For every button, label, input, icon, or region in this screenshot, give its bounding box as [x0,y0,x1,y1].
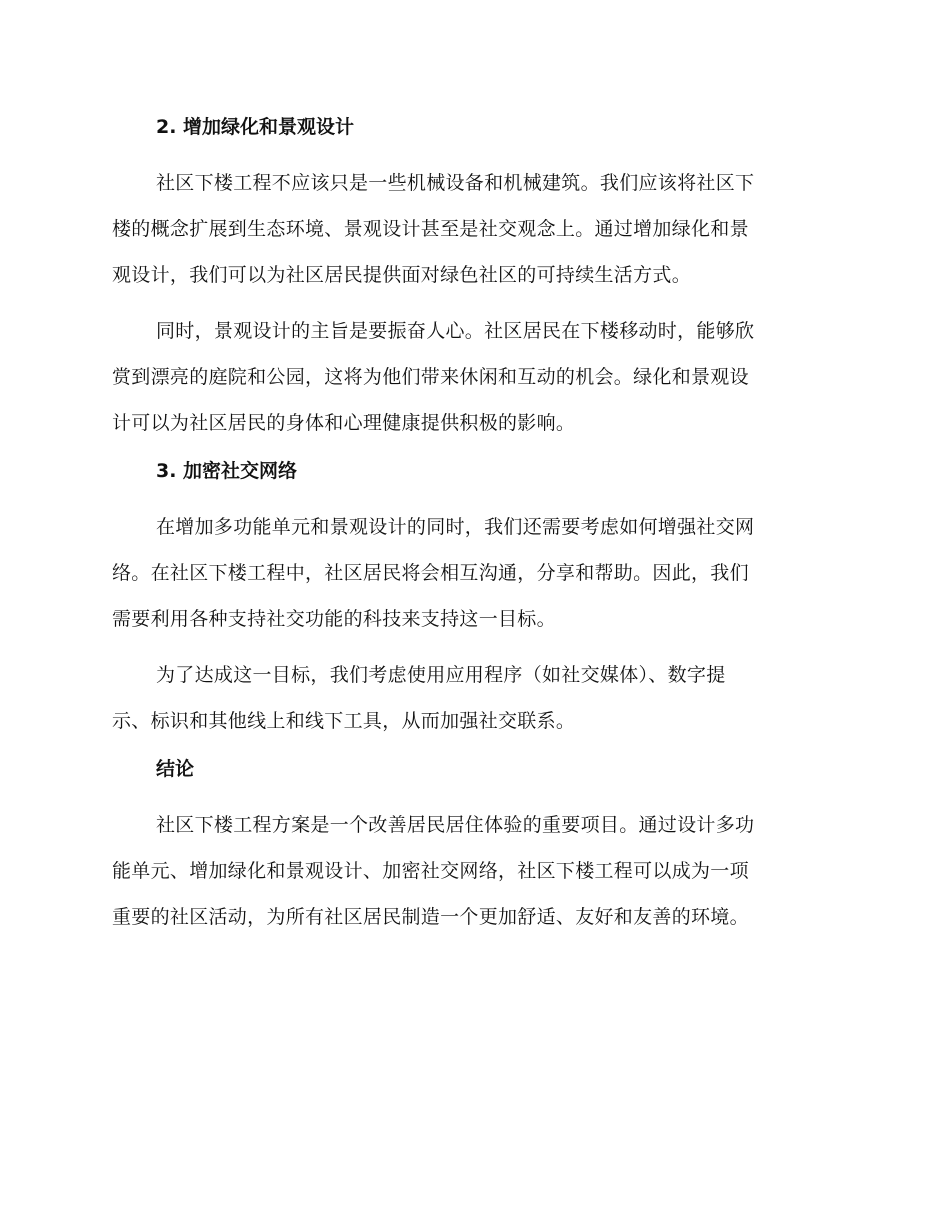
text-line: 计可以为社区居民的身体和心理健康提供积极的影响。 [112,412,576,434]
text-line: 络。在社区下楼工程中，社区居民将会相互沟通，分享和帮助。因此，我们 [112,562,749,584]
text-line: 需要利用各种支持社交功能的科技来支持这一目标。 [112,608,556,630]
section-heading-greening: 2. 增加绿化和景观设计 [156,116,355,138]
paragraph [112,652,832,744]
text-line: 示、标识和其他线上和线下工具，从而加强社交联系。 [112,710,576,732]
text-line: 同时，景观设计的主旨是要振奋人心。社区居民在下楼移动时，能够欣 [156,320,755,342]
section-heading-conclusion: 结论 [156,758,195,780]
text-line: 社区下楼工程方案是一个改善居民居住体验的重要项目。通过设计多功 [156,814,755,836]
text-line: 在增加多功能单元和景观设计的同时，我们还需要考虑如何增强社交网 [156,516,755,538]
text-line: 楼的概念扩展到生态环境、景观设计甚至是社交观念上。通过增加绿化和景 [112,218,749,240]
paragraph [112,160,832,298]
text-line: 赏到漂亮的庭院和公园，这将为他们带来休闲和互动的机会。绿化和景观设 [112,366,749,388]
text-line: 社区下楼工程不应该只是一些机械设备和机械建筑。我们应该将社区下 [156,172,755,194]
paragraph [112,802,832,940]
paragraph [112,504,832,642]
text-line: 能单元、增加绿化和景观设计、加密社交网络，社区下楼工程可以成为一项 [112,860,749,882]
section-heading-social-network: 3. 加密社交网络 [156,460,298,482]
text-line: 重要的社区活动，为所有社区居民制造一个更加舒适、友好和友善的环境。 [112,906,749,928]
text-line: 为了达成这一目标，我们考虑使用应用程序（如社交媒体）、数字提 [156,664,726,686]
document-body [112,112,832,950]
paragraph [112,308,832,446]
text-line: 观设计，我们可以为社区居民提供面对绿色社区的可持续生活方式。 [112,264,692,286]
